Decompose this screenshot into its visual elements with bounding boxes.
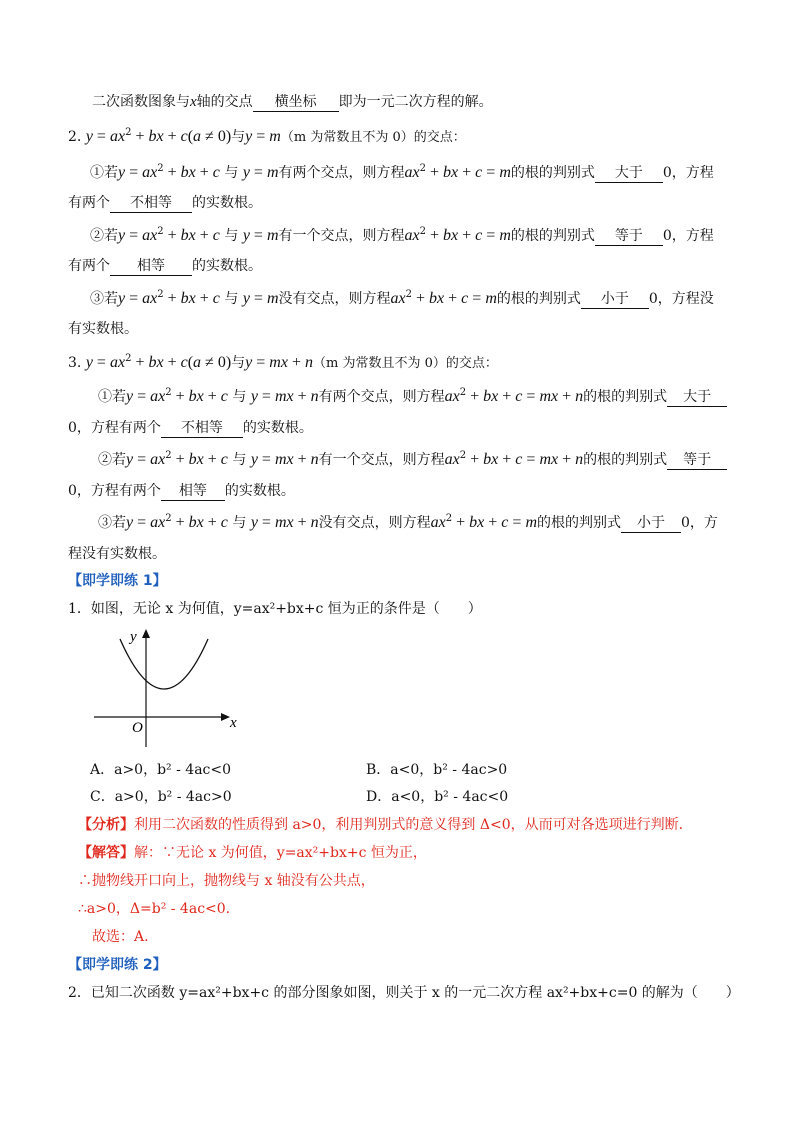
x-label: x <box>230 715 237 731</box>
item-text: 有两个 <box>68 258 110 274</box>
item-text: 0，方程有两个 <box>68 483 161 499</box>
option-d[interactable]: D．a<0，b² - 4ac<0 <box>366 789 509 805</box>
item-marker: ②若 <box>90 228 118 244</box>
section2-item2: ②若$y = ax^2$ + bx + c 与 y = m有一个交点，则方程$ax^2$ + bx + c = m的根的判别式 等于 0，方程 <box>90 226 714 244</box>
practice1-question: 1．如图，无论 x 为何值，y=ax²+bx+c 恒为正的条件是（ ） <box>68 601 482 617</box>
blank-answer: 不相等 <box>161 420 243 438</box>
section2-item3: ③若$y = ax^2$ + bx + c 与 y = m没有交点，则方程$ax^2$ + bx + c = m的根的判别式 小于 0，方程没 <box>90 289 714 307</box>
section-number: 3. <box>68 355 82 371</box>
intro-text: 轴的交点 <box>196 94 253 110</box>
blank-answer: 大于 <box>595 165 663 183</box>
item-text: 的根的判别式 <box>583 452 668 468</box>
item-text: 0，方程有两个 <box>68 420 161 436</box>
item-marker: ②若 <box>98 452 126 468</box>
note-text: （m 为常数且不为 0）的交点： <box>312 356 498 371</box>
intro-line <box>92 92 493 112</box>
blank-answer: 小于 <box>581 291 649 309</box>
item-text: 没有交点，则方程 <box>318 515 431 531</box>
item-text: 有两个交点，则方程 <box>318 389 445 405</box>
blank-answer: 相等 <box>110 258 192 276</box>
blank-answer: 横坐标 <box>253 94 339 112</box>
item-text: 有两个交点，则方程 <box>278 165 405 181</box>
solution-tag: 【解答】 <box>78 845 134 861</box>
item-text: 没有交点，则方程 <box>278 291 391 307</box>
item-text: 的实数根。 <box>192 258 262 274</box>
item-text: 的根的判别式 <box>496 291 581 307</box>
section3-item2-cont <box>68 481 295 501</box>
section3-item2: ②若$y = ax^2$ + bx + c 与 y = mx + n有一个交点，则方程$ax^2$ + bx + c = mx + n的根的判别式 等于 <box>98 450 727 470</box>
solution-line-2: ∴抛物线开口向上，抛物线与 x 轴没有公共点， <box>78 873 375 889</box>
section3-title: 3. $y = ax^2$ + bx + c(a ≠ 0)与y = mx + n（m 为常数且不为 0）的交点： <box>68 353 498 371</box>
option-b[interactable]: B．a<0，b² - 4ac>0 <box>366 762 508 778</box>
parabola-curve <box>120 639 208 689</box>
solution-line <box>78 843 427 863</box>
practice2-question: 2．已知二次函数 y=ax²+bx+c 的部分图象如图，则关于 x 的一元二次方程 ax²+bx+c=0 的解为（ ） <box>68 985 740 1001</box>
section3-item1: ①若$y = ax^2$ + bx + c 与 y = mx + n有两个交点，则方程$ax^2$ + bx + c = mx + n的根的判别式 大于 <box>98 387 727 407</box>
origin-label: O <box>132 720 143 736</box>
item-text: 有两个 <box>68 195 110 211</box>
item-text: 0，方程 <box>662 228 714 244</box>
intro-text: 即为一元二次方程的解。 <box>338 94 493 110</box>
parabola-graph <box>88 625 248 755</box>
section2-item2-cont <box>68 256 262 276</box>
analysis-line <box>78 815 683 835</box>
blank-answer: 不相等 <box>110 195 192 213</box>
item-marker: ①若 <box>90 165 118 181</box>
item-marker: ③若 <box>90 291 118 307</box>
section3-item3: ③若$y = ax^2$ + bx + c 与 y = mx + n没有交点，则方程$ax^2$ + bx + c = m的根的判别式 小于 0，方 <box>98 513 718 531</box>
section-number: 2. <box>68 129 82 145</box>
item-text: 有一个交点，则方程 <box>278 228 405 244</box>
item-text: 程没有实数根。 <box>68 546 166 562</box>
blank-answer: 小于 <box>621 515 681 533</box>
item-text: 的根的判别式 <box>583 389 668 405</box>
item-text: 0，方 <box>681 515 718 531</box>
option-a[interactable]: A．a>0，b² - 4ac<0 <box>90 762 232 778</box>
item-text: 的根的判别式 <box>510 165 595 181</box>
answer-line: 故选：A. <box>92 929 149 945</box>
blank-answer: 等于 <box>667 452 727 470</box>
y-axis-arrow <box>142 629 150 638</box>
analysis-text: 利用二次函数的性质得到 a>0，利用判别式的意义得到 Δ<0，从而可对各选项进行判断. <box>134 817 684 833</box>
connector-text: 与 <box>231 355 246 371</box>
section2-item1: ①若$y = ax^2$ + bx + c 与 y = m有两个交点，则方程$ax^2$ + bx + c = m的根的判别式 大于 0，方程 <box>90 163 714 181</box>
item-text: 的根的判别式 <box>510 228 595 244</box>
section2-item3-cont <box>68 319 138 339</box>
practice1-heading: 【即学即练 1】 <box>68 573 167 589</box>
option-c[interactable]: C．a>0，b² - 4ac>0 <box>90 789 232 805</box>
y-label: y <box>130 629 137 645</box>
item-text: 的根的判别式 <box>537 515 621 531</box>
item-text: 的实数根。 <box>192 195 262 211</box>
section3-item1-cont <box>68 418 313 438</box>
x-axis-arrow <box>221 713 230 721</box>
var-x: x <box>190 94 197 110</box>
blank-answer: 等于 <box>595 228 663 246</box>
item-text: 有一个交点，则方程 <box>318 452 445 468</box>
item-text: 0，方程没 <box>648 291 714 307</box>
section3-item3-cont <box>68 544 166 564</box>
item-text: 有实数根。 <box>68 321 138 337</box>
analysis-tag: 【分析】 <box>78 817 134 833</box>
connector-text: 与 <box>231 129 246 145</box>
section2-item1-cont <box>68 193 262 213</box>
blank-answer: 大于 <box>667 389 727 407</box>
practice2-heading: 【即学即练 2】 <box>68 957 167 973</box>
solution-line-3: ∴a>0，Δ=b² - 4ac<0. <box>78 901 231 917</box>
blank-answer: 相等 <box>161 483 225 501</box>
item-text: 的实数根。 <box>242 420 313 436</box>
item-marker: ③若 <box>98 515 126 531</box>
item-text: 0，方程 <box>662 165 714 181</box>
section2-title: 2. $y = ax^2$ + bx + c(a ≠ 0)与y = m（m 为常数且不为 0）的交点： <box>68 127 466 145</box>
item-marker: ①若 <box>98 389 126 405</box>
solution-text: 解：∵无论 x 为何值，y=ax²+bx+c 恒为正， <box>134 845 427 861</box>
intro-text: 二次函数图象与 <box>92 94 190 110</box>
note-text: （m 为常数且不为 0）的交点： <box>280 130 466 145</box>
item-text: 的实数根。 <box>224 483 295 499</box>
